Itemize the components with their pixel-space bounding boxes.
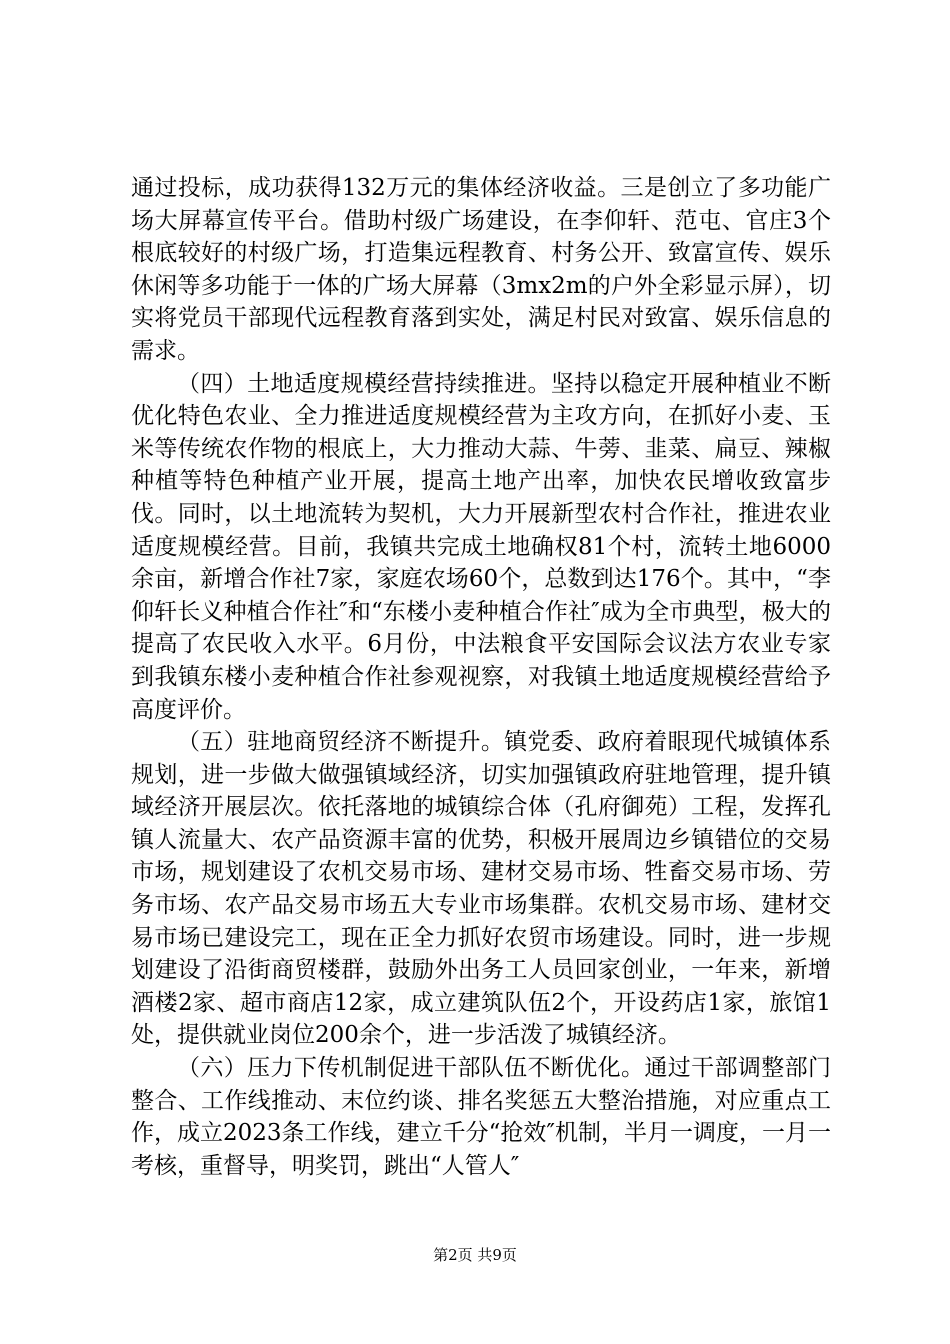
paragraph-land-scale-operation: （四）土地适度规模经营持续推进。坚持以稳定开展种植业不断优化特色农业、全力推进适度规模经营为主攻方向，在抓好小麦、玉米等传统农作物的根底上，大力推动大蒜、牛蒡、韭菜、扁豆、辣椒种植等特色种植产业开展，提高土地产出率，加快农民增收致富步伐。同时，以土地流转为契机，大力开展新型农村合作社，推进农业适度规模经营。目前，我镇共完成土地确权81个村，流转土地6000余亩，新增合作社7家，家庭农场60个，总数到达176个。其中，“李仰轩长义种植合作社″和“东楼小麦种植合作社″成为全市典型，极大的提高了农民收入水平。6月份，中法粮食平安国际会议法方农业专家到我镇东楼小麦种植合作社参观视察，对我镇土地适度规模经营给予高度评价。 [131,370,831,723]
paragraph-commerce-economy: （五）驻地商贸经济不断提升。镇党委、政府着眼现代城镇体系规划，进一步做大做强镇域经济，切实加强镇政府驻地管理，提升镇域经济开展层次。依托落地的城镇综合体（孔府御苑）工程，发挥孔镇人流量大、农产品资源丰富的优势，积极开展周边乡镇错位的交易市场，规划建设了农机交易市场、建材交易市场、牲畜交易市场、劳务市场、农产品交易市场五大专业市场集群。农机交易市场、建材交易市场已建设完工，现在正全力抓好农贸市场建设。同时，进一步规划建设了沿街商贸楼群，鼓励外出务工人员回家创业，一年来，新增酒楼2家、超市商店12家，成立建筑队伍2个，开设药店1家，旅馆1处，提供就业岗位200余个，进一步活泼了城镇经济。 [131,729,831,1049]
document-body [131,172,831,1182]
page-number-footer: 第2页 共9页 [433,1246,517,1264]
paragraph-collective-economy: 通过投标，成功获得132万元的集体经济收益。三是创立了多功能广场大屏幕宣传平台。借助村级广场建设，在李仰轩、范屯、官庄3个根底较好的村级广场，打造集远程教育、村务公开、致富宣传、娱乐休闲等多功能于一体的广场大屏幕（3mx2m的户外全彩显示屏），切实将党员干部现代远程教育落到实处，满足村民对致富、娱乐信息的需求。 [131,175,831,364]
paragraph-cadre-mechanism: （六）压力下传机制促进干部队伍不断优化。通过干部调整部门整合、工作线推动、末位约谈、排名奖惩五大整治措施，对应重点工作，成立2023条工作线，建立千分“抢效″机制，半月一调度，一月一考核，重督导，明奖罚，跳出“人管人″ [131,1055,831,1179]
